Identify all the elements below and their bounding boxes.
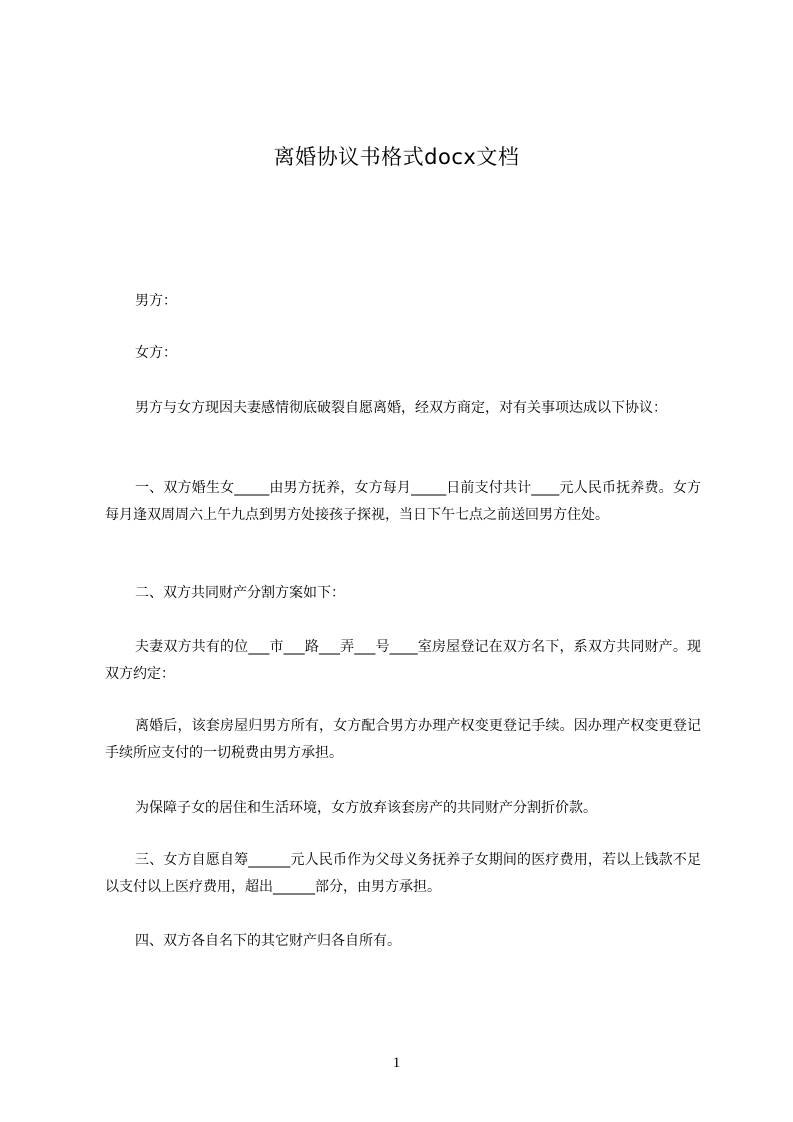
paragraph-female-party: 女方： — [135, 345, 177, 361]
paragraph-waiver: 为保障子女的居住和生活环境，女方放弃该套房产的共同财产分割折价款。 — [135, 800, 597, 816]
paragraph-clause-3: 三、女方自愿自筹______元人民币作为父母义务抚养子女期间的医疗费用，若以上钱款不足以支付以上医疗费用，超出______部分，由男方承担。 — [105, 852, 701, 895]
paragraph-house-ownership: 离婚后，该套房屋归男方所有，女方配合男方办理产权变更登记手续。因办理产权变更登记手续所应支付的一切税费由男方承担。 — [105, 718, 701, 761]
paragraph-property: 夫妻双方共有的位___市___路___弄___号____室房屋登记在双方名下，系双方共同财产。现双方约定： — [105, 639, 701, 682]
paragraph-clause-1: 一、双方婚生女_____由男方抚养，女方每月_____日前支付共计____元人民币抚养费。女方每月逢双周周六上午九点到男方处接孩子探视，当日下午七点之前送回男方住处。 — [105, 480, 701, 523]
page-number: 1 — [392, 1055, 401, 1071]
paragraph-male-party: 男方： — [135, 293, 177, 309]
document-title: 离婚协议书格式docx文档 — [273, 145, 520, 169]
paragraph-clause-4: 四、双方各自名下的其它财产归各自所有。 — [135, 933, 401, 949]
paragraph-intro: 男方与女方现因夫妻感情彻底破裂自愿离婚，经双方商定，对有关事项达成以下协议： — [135, 400, 667, 416]
paragraph-clause-2: 二、双方共同财产分割方案如下： — [135, 585, 345, 601]
